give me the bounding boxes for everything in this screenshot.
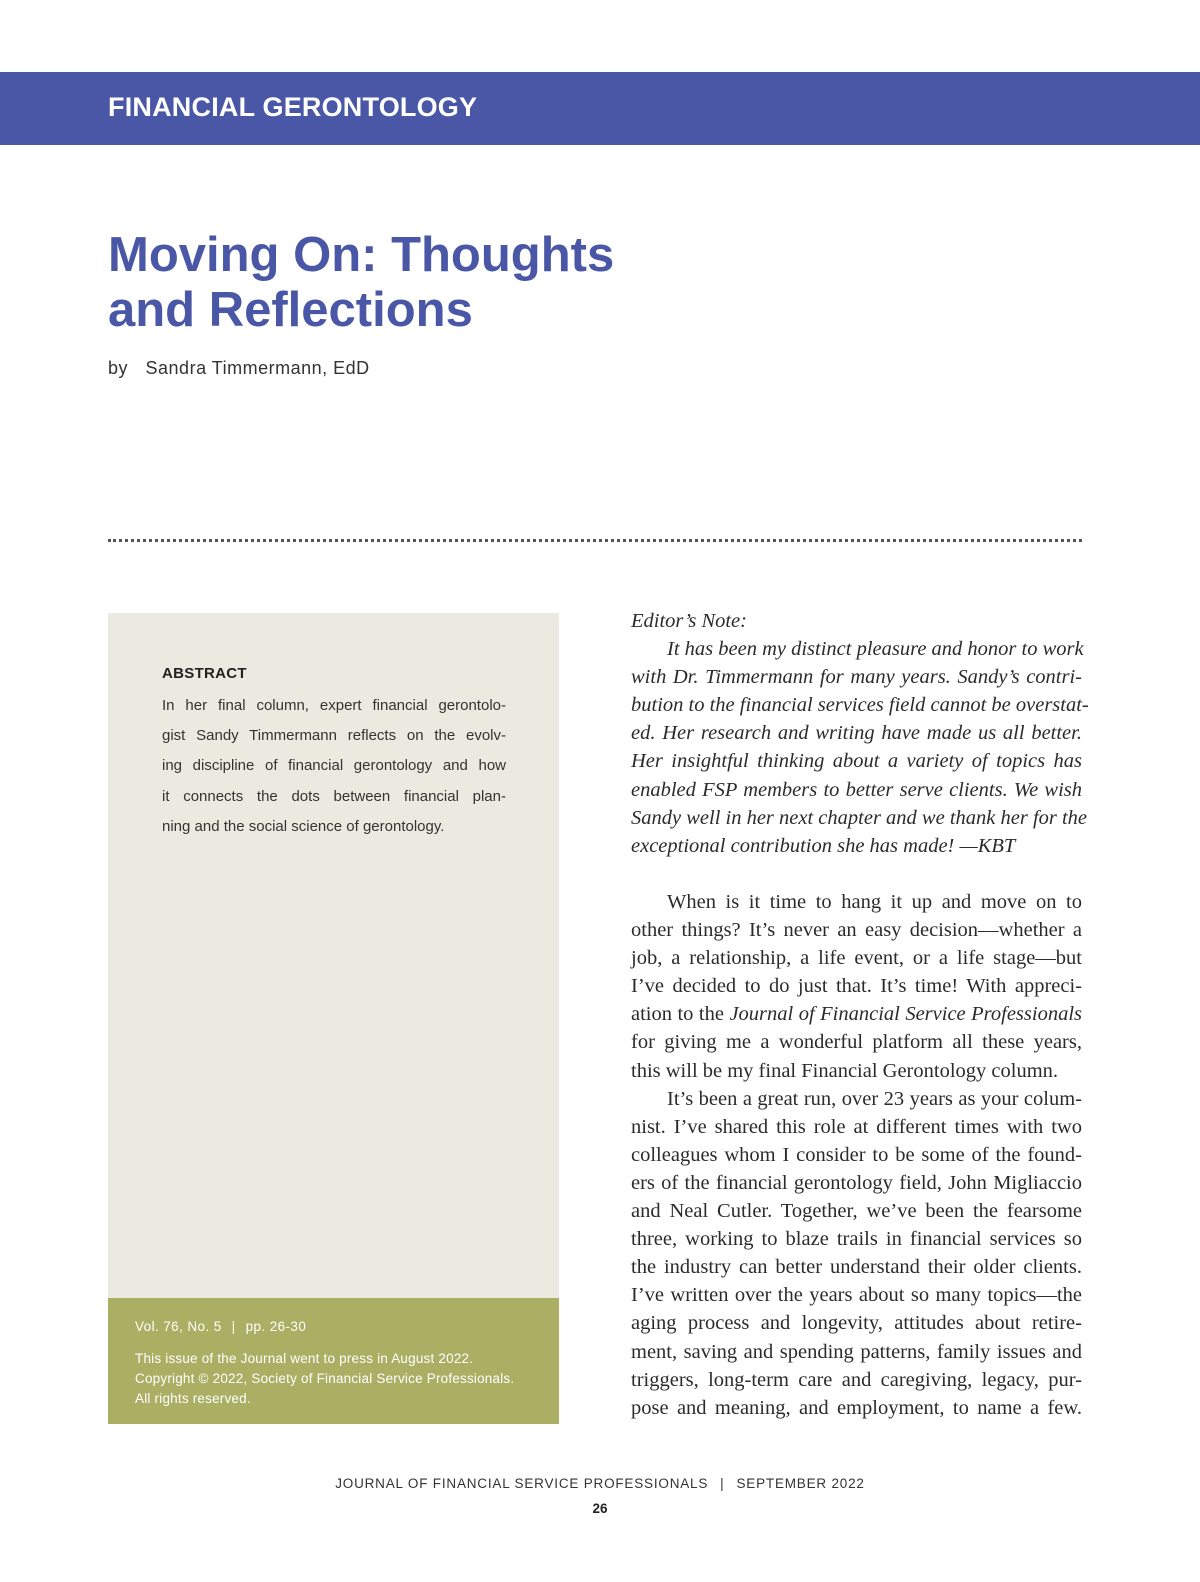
separator: | [720,1476,725,1491]
abstract-text [162,691,506,842]
byline [108,358,370,379]
editor-note-line: with Dr. Timmermann for many years. Sandy’s contri- [631,666,1082,689]
byline-prefix: by [108,358,129,378]
body-line: job, a relationship, a life event, or a life stage—but [631,947,1082,970]
body-line: for giving me a wonderful platform all these years, [631,1031,1082,1054]
body-line: the industry can better understand their older clients. [631,1256,1082,1279]
separator: | [231,1319,236,1334]
page-number: 26 [592,1501,608,1516]
author-name: Sandra Timmermann, EdD [145,358,370,378]
issue-volume-line [135,1319,306,1334]
body-line: When is it time to hang it up and move on to [667,891,1082,913]
editor-note-line: Her insightful thinking about a variety of topics has [631,750,1082,773]
article-title-line: Moving On: Thoughts [108,228,615,282]
editor-note-line: bution to the financial services field cannot be overstat- [631,694,1089,717]
abstract-line: it connects the dots between financial plan- [162,787,506,805]
body-line: colleagues whom I consider to be some of the found- [631,1143,1082,1166]
issue-notes [135,1349,514,1409]
journal-title: JOURNAL OF FINANCIAL SERVICE PROFESSIONALS [335,1476,709,1491]
issue-info-box [108,1298,559,1424]
issue-date: SEPTEMBER 2022 [736,1476,865,1491]
body-line: It’s been a great run, over 23 years as your colum- [667,1087,1082,1110]
press-note: This issue of the Journal went to press in August 2022. [135,1351,474,1366]
body-line: I’ve decided to do just that. It’s time! With appreci- [631,975,1082,998]
body-line: nist. I’ve shared this role at different times with two [631,1115,1082,1138]
page-footer [0,1476,1200,1491]
editor-note [631,607,1089,860]
abstract-line: gist Sandy Timmermann reflects on the evolv- [162,727,506,745]
body-line: pose and meaning, and employment, to name a few. [631,1396,1082,1419]
body-line: ment, saving and spending patterns, family issues and [631,1340,1082,1363]
abstract-line: In her final column, expert financial gerontolo- [162,697,506,714]
abstract-line: ing discipline of financial gerontology and how [162,757,506,775]
issue-volume: Vol. 76, No. 5 [135,1319,222,1334]
abstract-heading: ABSTRACT [162,665,247,682]
body-line-part: ation to the [631,1003,730,1026]
journal-name: Journal of Financial Service Professionals [729,1003,1083,1026]
body-line: triggers, long-term care and caregiving, legacy, pur- [631,1368,1082,1391]
editor-note-line: ed. Her research and writing have made us all better. [631,722,1082,745]
body-line: three, working to blaze trails in financial services so [631,1228,1082,1251]
editor-note-line: Sandy well in her next chapter and we thank her for the [631,806,1088,829]
dotted-divider [108,539,1082,542]
body-line: and Neal Cutler. Together, we’ve been the fearsome [631,1200,1082,1223]
body-line: aging process and longevity, attitudes about retire- [631,1312,1082,1335]
issue-pages: pp. 26-30 [245,1319,307,1334]
body-line: I’ve written over the years about so many topics—the [631,1284,1082,1307]
article-title-line: and Reflections [108,283,473,337]
editor-note-line: exceptional contribution she has made! —KBT [631,834,1016,857]
abstract-box [108,613,559,1298]
editor-note-line: enabled FSP members to better serve clients. We wish [631,778,1082,801]
body-line: ers of the financial gerontology field, John Migliaccio [631,1171,1082,1194]
editor-note-heading: Editor’s Note: [631,610,747,632]
article-title [108,228,708,338]
abstract-line: ning and the social science of gerontology. [162,817,445,835]
section-title: FINANCIAL GERONTOLOGY [108,92,478,122]
editor-note-line: It has been my distinct pleasure and honor to work [667,638,1084,661]
article-body [631,888,1082,1422]
rights: All rights reserved. [135,1391,251,1406]
copyright: Copyright © 2022, Society of Financial Service Professionals. [135,1371,515,1386]
body-line: this will be my final Financial Gerontology column. [631,1059,1059,1082]
body-line: other things? It’s never an easy decision—whether a [631,919,1082,942]
section-banner [0,72,1200,145]
body-line-journal [631,1000,1082,1028]
